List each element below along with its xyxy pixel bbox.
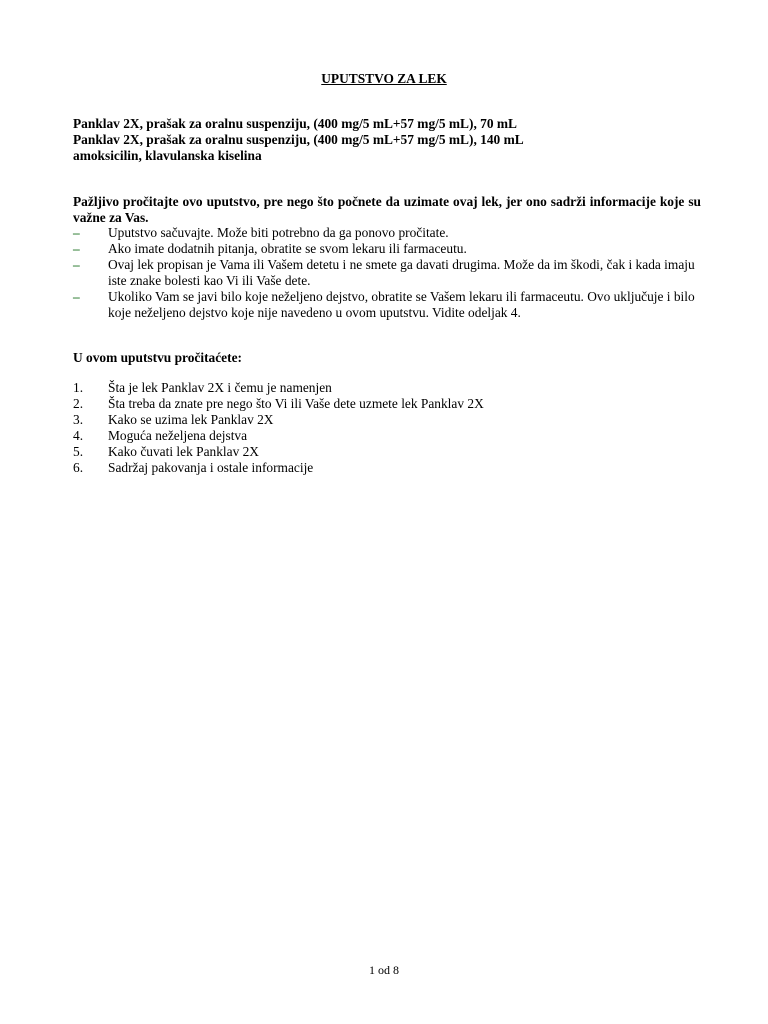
bullet-dash: – bbox=[73, 225, 80, 240]
toc-item bbox=[73, 396, 701, 412]
bullet-item bbox=[73, 225, 701, 241]
intro-warning: Pažljivo pročitajte ovo uputstvo, pre nego što počnete da uzimate ovaj lek, jer ono sadrži informacije koje su važne za Vas. bbox=[73, 194, 701, 225]
bullet-item bbox=[73, 241, 701, 257]
toc-item bbox=[73, 428, 701, 444]
bullet-item bbox=[73, 289, 701, 321]
active-substances: amoksicilin, klavulanska kiselina bbox=[73, 148, 262, 163]
document-title: UPUTSTVO ZA LEK bbox=[321, 71, 447, 86]
toc-item bbox=[73, 412, 701, 428]
toc-number: 5. bbox=[73, 444, 84, 459]
toc-text: Šta je lek Panklav 2X i čemu je namenjen bbox=[108, 380, 332, 395]
toc-number: 2. bbox=[73, 396, 84, 411]
toc-text: Kako čuvati lek Panklav 2X bbox=[108, 444, 259, 459]
toc-text: Moguća neželjena dejstva bbox=[108, 428, 248, 443]
product-line-140ml: Panklav 2X, prašak za oralnu suspenziju, (400 mg/5 mL+57 mg/5 mL), 140 mL bbox=[73, 132, 524, 147]
toc-number: 3. bbox=[73, 412, 84, 427]
instruction-bullets bbox=[73, 225, 701, 321]
bullet-text: Ako imate dodatnih pitanja, obratite se svom lekaru ili farmaceutu. bbox=[108, 241, 467, 256]
bullet-text: Ukoliko Vam se javi bilo koje neželjeno dejstvo, obratite se Vašem lekaru ili farmaceutu. Ovo uključuje i bilo koje neželjeno dejstvo koje nije navedeno u ovom uputstvu. Vidite odeljak 4. bbox=[108, 289, 695, 320]
toc-item bbox=[73, 460, 701, 476]
bullet-dash: – bbox=[73, 289, 80, 304]
toc-number: 6. bbox=[73, 460, 84, 475]
toc-text: Sadržaj pakovanja i ostale informacije bbox=[108, 460, 314, 475]
bullet-text: Ovaj lek propisan je Vama ili Vašem detetu i ne smete ga davati drugima. Može da im škodi, čak i kada imaju iste znake bolesti kao Vi ili Vaše dete. bbox=[108, 257, 695, 288]
bullet-text: Uputstvo sačuvajte. Može biti potrebno da ga ponovo pročitate. bbox=[108, 225, 449, 240]
toc-item bbox=[73, 380, 701, 396]
bullet-dash: – bbox=[73, 241, 80, 256]
toc-item bbox=[73, 444, 701, 460]
toc-text: Šta treba da znate pre nego što Vi ili Vaše dete uzmete lek Panklav 2X bbox=[108, 396, 484, 411]
bullet-item bbox=[73, 257, 701, 289]
toc-text: Kako se uzima lek Panklav 2X bbox=[108, 412, 274, 427]
toc-number: 1. bbox=[73, 380, 84, 395]
bullet-dash: – bbox=[73, 257, 80, 272]
toc-number: 4. bbox=[73, 428, 84, 443]
table-of-contents bbox=[73, 380, 701, 476]
toc-heading: U ovom uputstvu pročitaćete: bbox=[73, 350, 242, 365]
product-line-70ml: Panklav 2X, prašak za oralnu suspenziju, (400 mg/5 mL+57 mg/5 mL), 70 mL bbox=[73, 116, 517, 131]
page-number: 1 od 8 bbox=[369, 963, 399, 977]
product-names bbox=[73, 116, 713, 164]
